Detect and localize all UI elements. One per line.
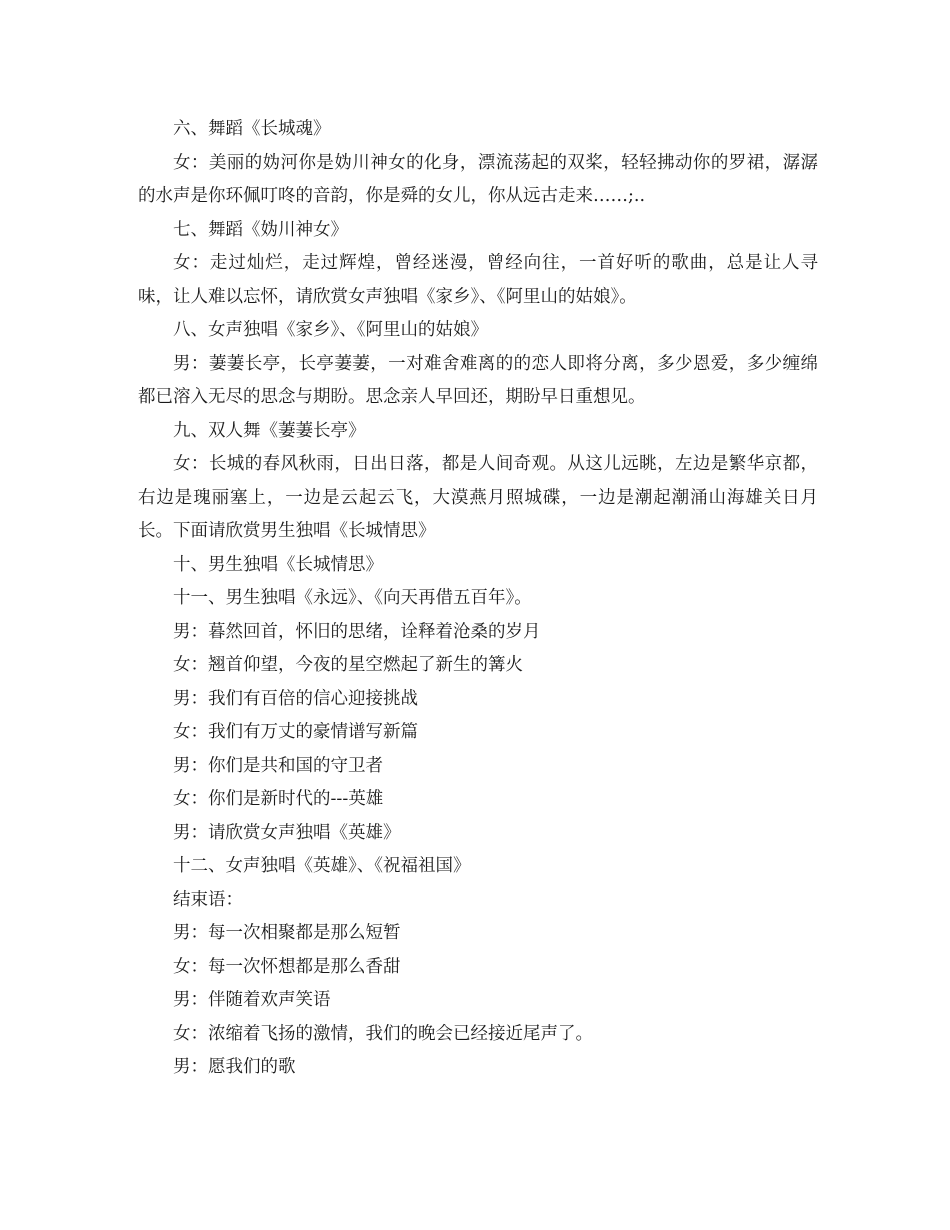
host-line: 女：翘首仰望，今夜的星空燃起了新生的篝火 xyxy=(173,655,523,675)
section-heading: 八、女声独唱《家乡》、《阿里山的姑娘》 xyxy=(173,320,488,340)
host-line: 女：浓缩着飞扬的激情，我们的晚会已经接近尾声了。 xyxy=(173,1023,593,1044)
section-heading: 九、双人舞《萋萋长亭》 xyxy=(173,420,366,441)
host-line: 男：暮然回首，怀旧的思绪，诠释着沧桑的岁月 xyxy=(173,621,541,642)
section-heading: 十二、女声独唱《英雄》、《祝福祖国》 xyxy=(173,856,471,876)
host-line: 男：每一次相聚都是那么短暂 xyxy=(173,923,401,943)
section-heading: 十、男生独唱《长城情思》 xyxy=(173,554,383,575)
host-line: 女：美丽的妫河你是妫川神女的化身，漂流荡起的双桨，轻轻拂动你的罗裙，潺潺的水声是你环佩叮咚的音韵，你是舜的女儿，你从远古走来……;.. xyxy=(138,152,818,206)
host-line: 男：萋萋长亭，长亭萋萋，一对难舍难离的的恋人即将分离，多少恩爱，多少缠绵都已溶入无尽的思念与期盼。思念亲人早回还，期盼早日重想见。 xyxy=(138,353,818,407)
host-line: 男：请欣赏女声独唱《英雄》 xyxy=(173,822,401,843)
closing-heading: 结束语： xyxy=(173,889,243,910)
host-line: 女：你们是新时代的---英雄 xyxy=(173,789,384,809)
section-heading: 七、舞蹈《妫川神女》 xyxy=(173,219,348,240)
document-body xyxy=(138,113,818,1085)
host-line: 女：我们有万丈的豪情谱写新篇 xyxy=(173,722,418,742)
host-line: 男：你们是共和国的守卫者 xyxy=(173,755,383,776)
host-line: 女：走过灿烂，走过辉煌，曾经迷漫，曾经向往，一首好听的歌曲，总是让人寻味，让人难以忘怀，请欣赏女声独唱《家乡》、《阿里山的姑娘》。 xyxy=(138,253,818,307)
host-line: 女：长城的春风秋雨，日出日落，都是人间奇观。从这儿远眺，左边是繁华京都，右边是瑰丽塞上，一边是云起云飞，大漠燕月照城碟，一边是潮起潮涌山海雄关日月长。下面请欣赏男生独唱《长城情思》 xyxy=(138,454,818,541)
section-heading: 六、舞蹈《长城魂》 xyxy=(173,119,331,139)
host-line: 女：每一次怀想都是那么香甜 xyxy=(173,956,401,977)
host-line: 男：伴随着欢声笑语 xyxy=(173,990,331,1010)
section-heading: 十一、男生独唱《永远》、《向天再借五百年》。 xyxy=(173,588,532,608)
host-line: 男：我们有百倍的信心迎接挑战 xyxy=(173,688,418,709)
host-line: 男：愿我们的歌 xyxy=(173,1057,296,1077)
